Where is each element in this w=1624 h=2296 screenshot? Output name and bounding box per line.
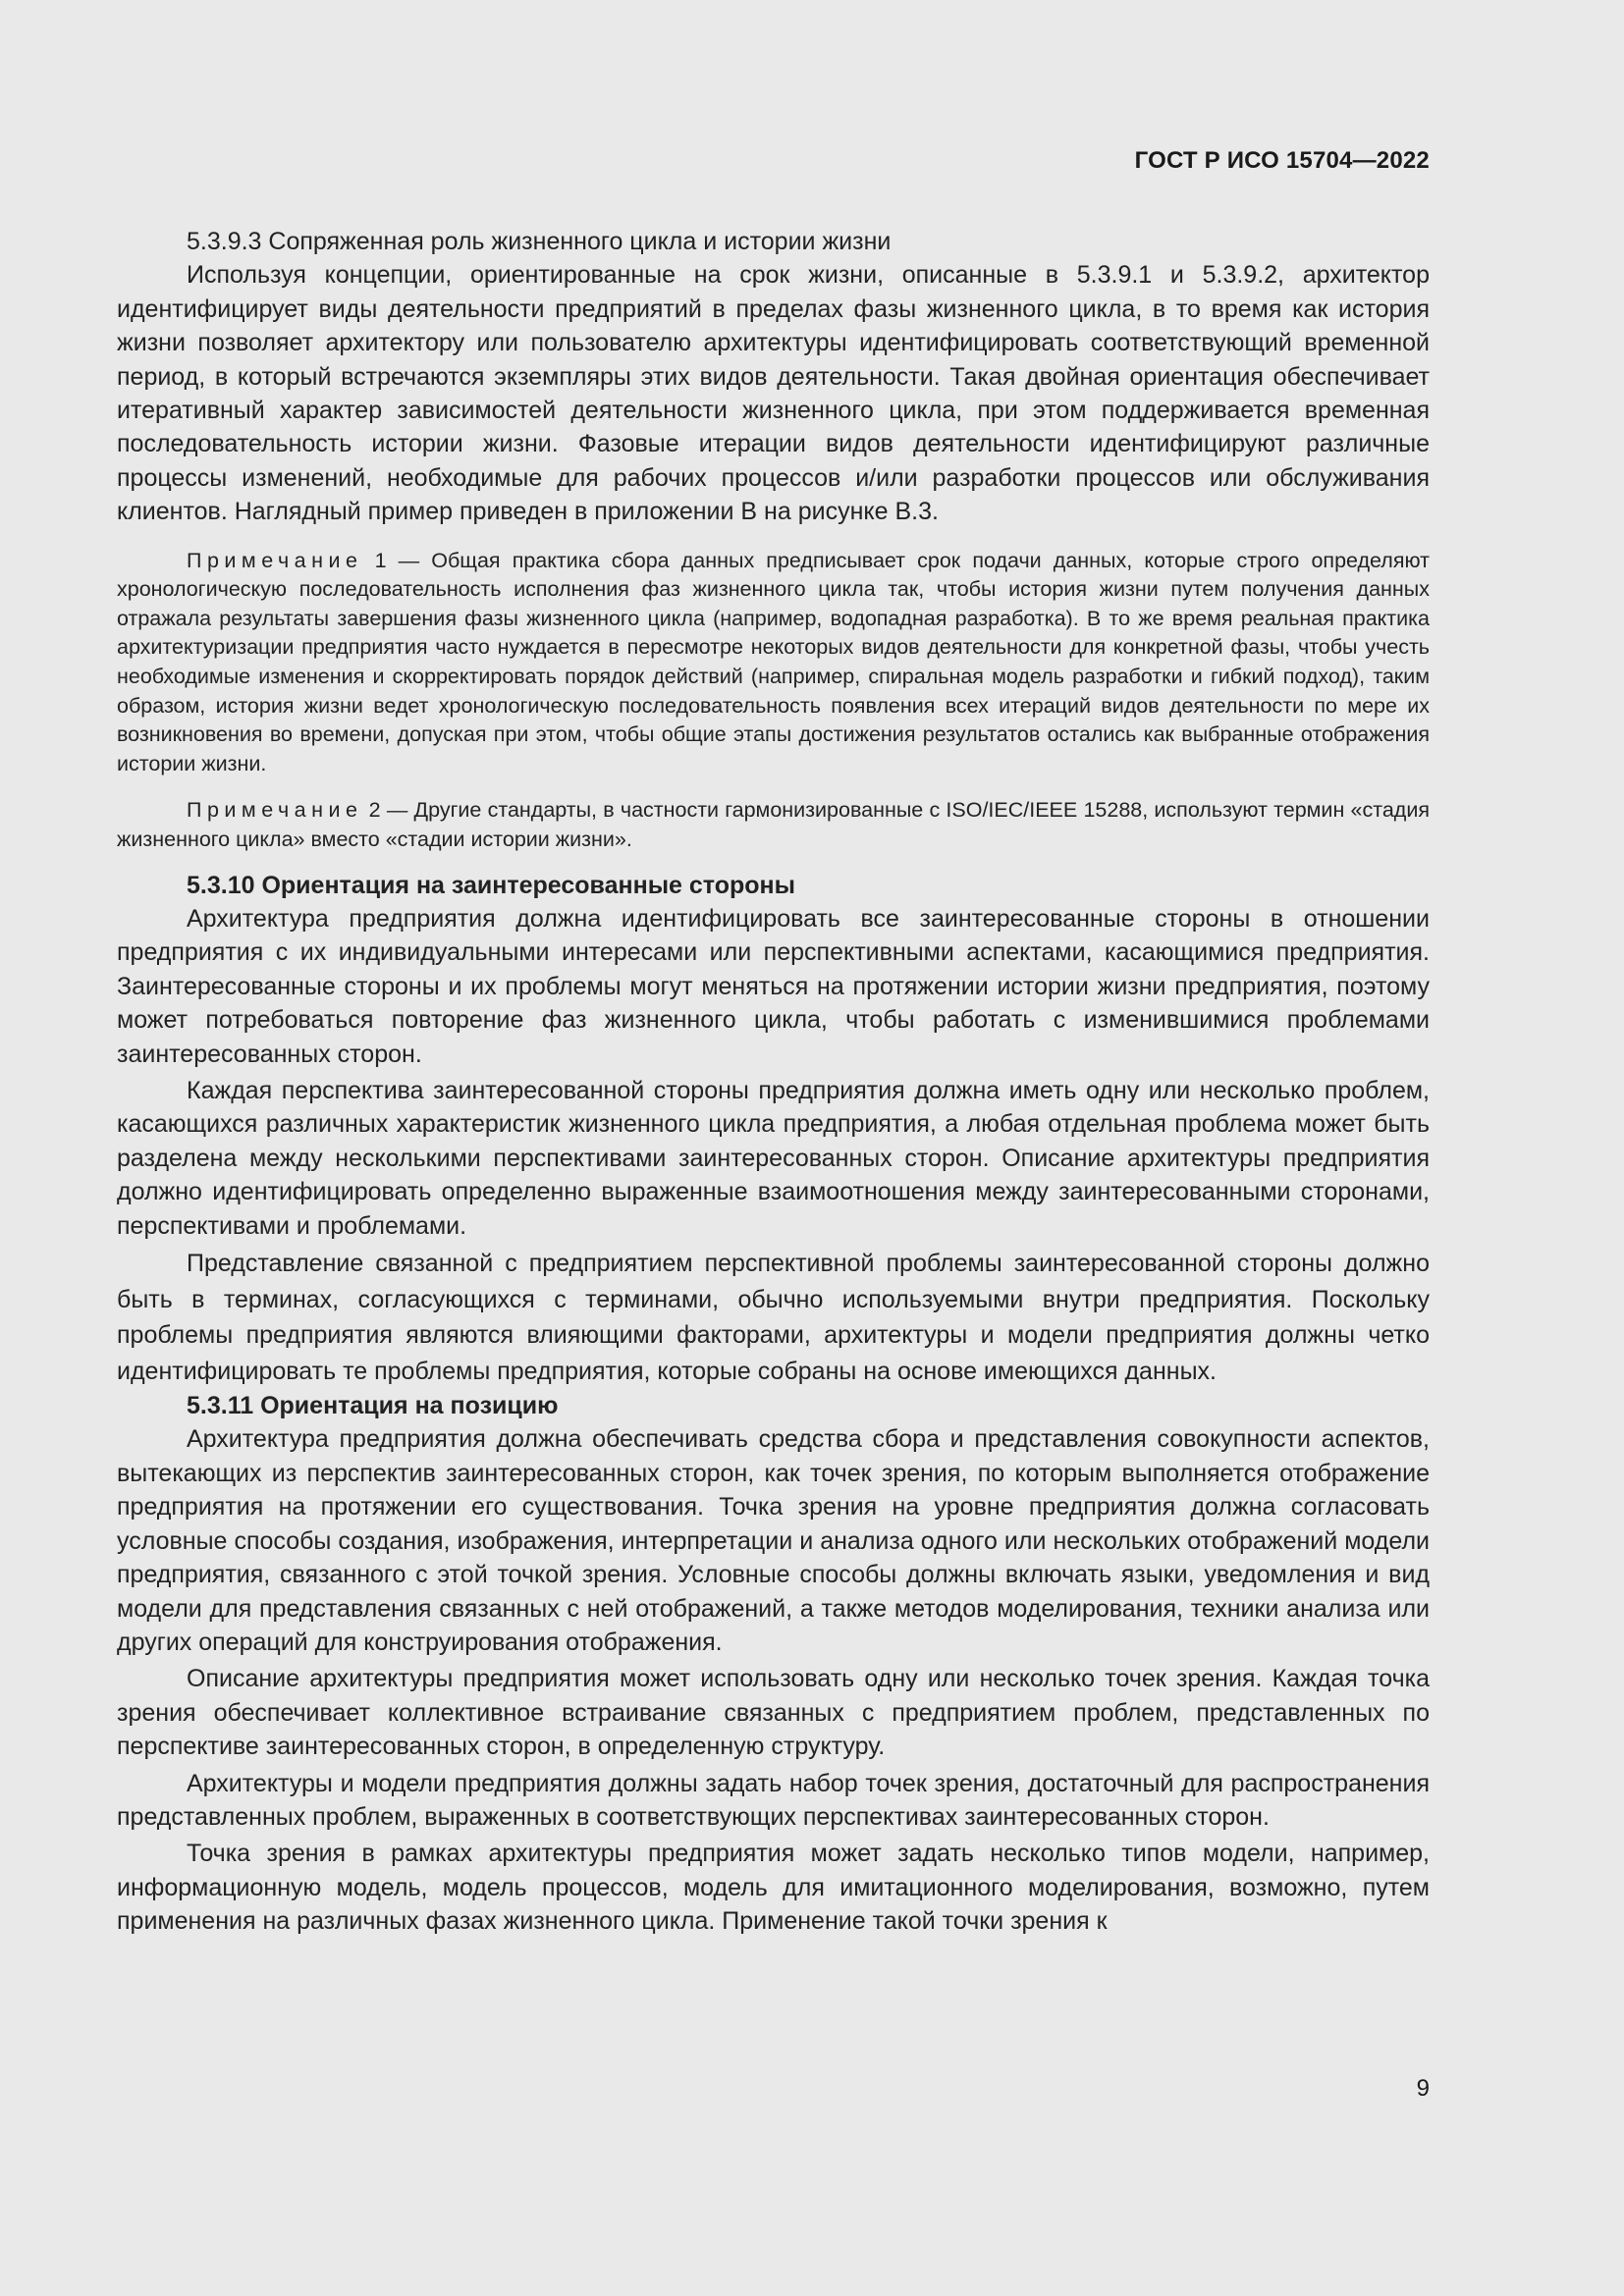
paragraph: Представление связанной с предприятием перспективной проблемы заинтересованной стороны должно быть в терминах, согласующихся с терминами, обычно используемыми внутри предприятия. Поскольку проблемы предприятия являются влияющими факторами, архитектуры и модели предприятия должны четко идентифицировать те проблемы предприятия, которые собраны на основе имеющихся данных. bbox=[117, 1250, 1430, 1385]
paragraph: Каждая перспектива заинтересованной стороны предприятия должна иметь одну или несколько проблем, касающихся различных характеристик жизненного цикла предприятия, а любая отдельная проблема может быть разделена между несколькими перспективами заинтересованных сторон. Описание архитектуры предприятия должно идентифицировать определенно выраженные взаимоотношения между заинтересованными сторонами, перспективами и проблемами. bbox=[117, 1077, 1430, 1240]
page-body bbox=[117, 225, 1430, 1939]
note-text: 1 — Общая практика сбора данных предписывает срок подачи данных, которые строго определяют хронологическую последовательность исполнения фаз жизненного цикла так, чтобы история жизни путем получения данных отражала результаты завершения фазы жизненного цикла (например, водопадная разработка). В то же время реальная практика архитектуризации предприятия часто нуждается в пересмотре некоторых видов деятельности для конкретной фазы, чтобы учесть необходимые изменения и скорректировать порядок действий (например, спиральная модель разработки и гибкий подход), таким образом, история жизни ведет хронологическую последовательность появления всех итераций видов деятельности по мере их возникновения во времени, допуская при этом, чтобы общие этапы достижения результатов остались как выбранные отображения истории жизни. bbox=[117, 548, 1430, 775]
paragraph: Используя концепции, ориентированные на срок жизни, описанные в 5.3.9.1 и 5.3.9.2, архитектор идентифицирует виды деятельности предприятий в пределах фазы жизненного цикла, в то время как история жизни позволяет архитектору или пользователю архитектуры идентифицировать соответствующий временной период, в который встречаются экземпляры этих видов деятельности. Такая двойная ориентация обеспечивает итеративный характер зависимостей деятельности жизненного цикла, при этом поддерживается временная последовательность истории жизни. Фазовые итерации видов деятельности идентифицируют различные процессы изменений, необходимые для рабочих процессов и/или разработки процессов или обслуживания клиентов. Наглядный пример приведен в приложении В на рисунке В.3. bbox=[117, 261, 1430, 526]
note-1 bbox=[117, 547, 1430, 779]
document-standard-header: ГОСТ Р ИСО 15704—2022 bbox=[1134, 147, 1430, 174]
paragraph: Архитектура предприятия должна обеспечивать средства сбора и представления совокупности аспектов, вытекающих из перспектив заинтересованных сторон, как точек зрения, по которым выполняется отображение предприятия на протяжении его существования. Точка зрения на уровне предприятия должна согласовать условные способы создания, изображения, интерпретации и анализа одного или нескольких отображений модели предприятия, связанного с этой точкой зрения. Условные способы должны включать языки, уведомления и вид модели для представления связанных с ней отображений, а также методов моделирования, техники анализа или других операций для конструирования отображения. bbox=[117, 1425, 1430, 1656]
page-number: 9 bbox=[1416, 2075, 1430, 2102]
paragraph: Архитектура предприятия должна идентифицировать все заинтересованные стороны в отношении предприятия с их индивидуальными интересами или перспективными аспектами, касающимися предприятия. Заинтересованные стороны и их проблемы могут меняться на протяжении истории жизни предприятия, поэтому может потребоваться повторение фаз жизненного цикла, чтобы работать с изменившимися проблемами заинтересованных сторон. bbox=[117, 905, 1430, 1068]
paragraph: Описание архитектуры предприятия может использовать одну или несколько точек зрения. Каждая точка зрения обеспечивает коллективное встраивание связанных с предприятием проблем, представленных по перспективе заинтересованных сторон, в определенную структуру. bbox=[117, 1665, 1430, 1761]
note-2 bbox=[117, 796, 1430, 854]
section-title-5-3-11: 5.3.11 Ориентация на позицию bbox=[187, 1392, 559, 1420]
paragraph: Архитектуры и модели предприятия должны задать набор точек зрения, достаточный для распространения представленных проблем, выраженных в соответствующих перспективах заинтересованных сторон. bbox=[117, 1769, 1430, 1831]
note-text: 2 — Другие стандарты, в частности гармонизированные с ISO/IEC/IEEE 15288, используют термин «стадия жизненного цикла» вместо «стадии истории жизни». bbox=[117, 798, 1430, 851]
note-label: Примечание bbox=[187, 798, 363, 823]
paragraph: Точка зрения в рамках архитектуры предприятия может задать несколько типов модели, например, информационную модель, модель процессов, модель для имитационного моделирования, возможно, путем применения на различных фазах жизненного цикла. Применение такой точки зрения к bbox=[117, 1840, 1430, 1936]
note-label: Примечание bbox=[187, 548, 363, 572]
section-title-5-3-10: 5.3.10 Ориентация на заинтересованные стороны bbox=[187, 871, 795, 899]
section-title-5-3-9-3: 5.3.9.3 Сопряженная роль жизненного цикла и истории жизни bbox=[187, 228, 892, 255]
